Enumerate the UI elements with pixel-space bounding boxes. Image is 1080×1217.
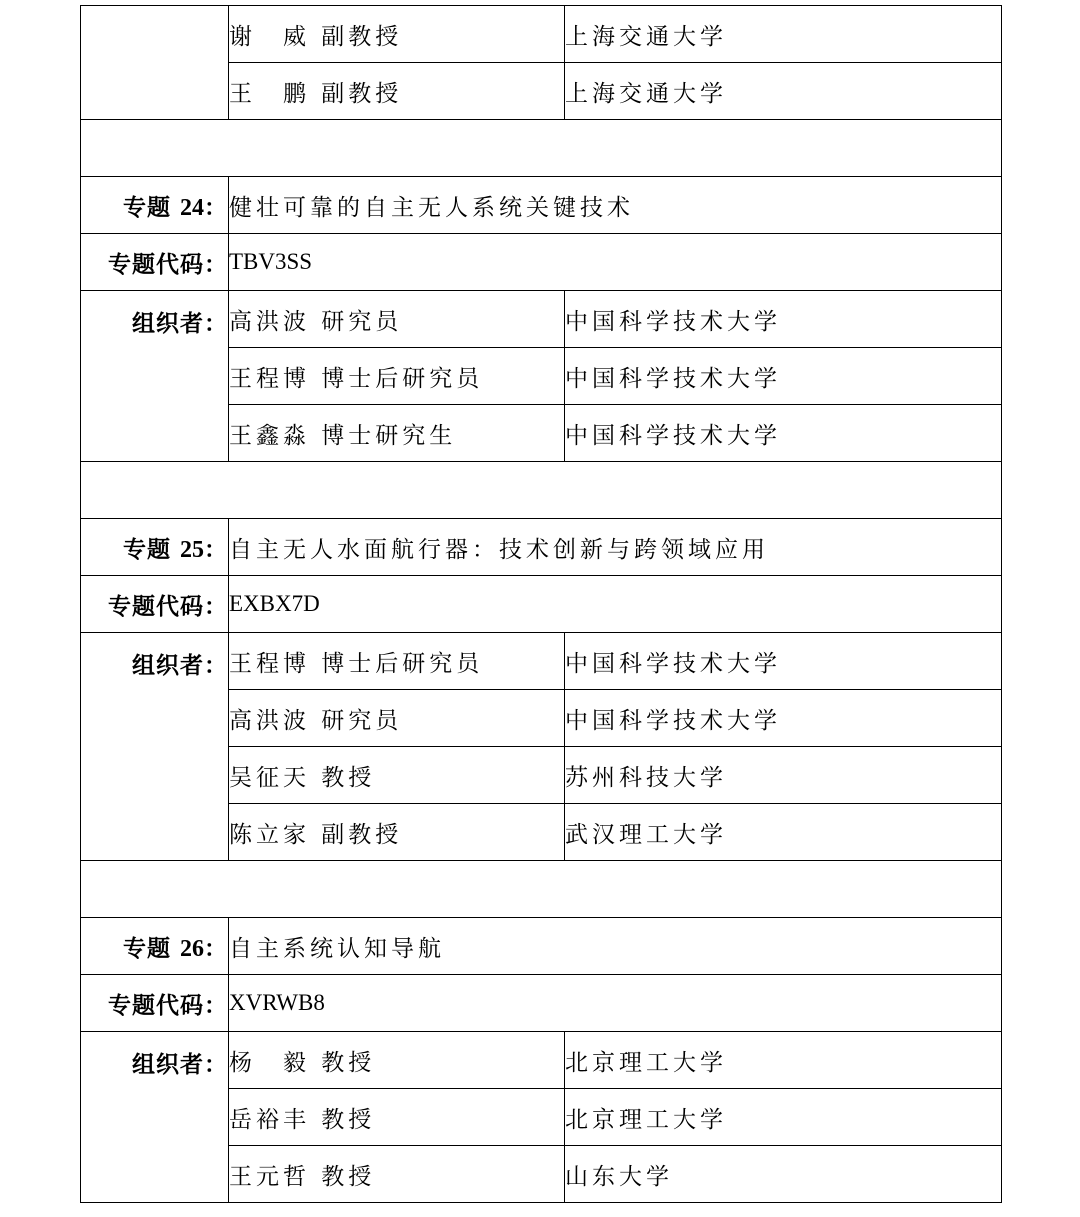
organizer-person: 王鑫淼 博士研究生	[229, 405, 565, 462]
organizer-row	[81, 633, 1002, 690]
organizer-affiliation: 上海交通大学	[565, 63, 1002, 120]
spacer-cell	[81, 462, 1002, 519]
topic-code-label: 专题代码：	[81, 234, 229, 291]
topic-label-suffix: ：	[204, 934, 228, 962]
spacer-row	[81, 861, 1002, 918]
topics-table	[80, 5, 1002, 1203]
organizer-person: 杨 毅 教授	[229, 1032, 565, 1089]
organizer-person: 王元哲 教授	[229, 1146, 565, 1203]
topic-title: 自主无人水面航行器：技术创新与跨领域应用	[229, 519, 1002, 576]
topic-code-label: 专题代码：	[81, 975, 229, 1032]
topic-title-row	[81, 519, 1002, 576]
organizer-row	[81, 291, 1002, 348]
spacer-cell	[81, 120, 1002, 177]
organizer-label-cell-empty	[81, 6, 229, 120]
topic-code-label: 专题代码：	[81, 576, 229, 633]
organizer-label: 组织者：	[81, 291, 229, 462]
organizer-affiliation: 苏州科技大学	[565, 747, 1002, 804]
topic-label	[81, 918, 229, 975]
organizer-affiliation: 北京理工大学	[565, 1032, 1002, 1089]
spacer-cell	[81, 861, 1002, 918]
topic-number: 25	[180, 536, 204, 563]
organizer-person: 谢 威 副教授	[229, 6, 565, 63]
topic-code: TBV3SS	[229, 234, 1002, 291]
organizer-person: 王程博 博士后研究员	[229, 348, 565, 405]
topic-title-row	[81, 918, 1002, 975]
organizer-person: 吴征天 教授	[229, 747, 565, 804]
organizer-person: 高洪波 研究员	[229, 291, 565, 348]
spacer-row	[81, 462, 1002, 519]
spacer-row	[81, 120, 1002, 177]
organizer-affiliation: 中国科学技术大学	[565, 291, 1002, 348]
organizer-affiliation: 中国科学技术大学	[565, 405, 1002, 462]
organizer-person: 高洪波 研究员	[229, 690, 565, 747]
organizer-row	[81, 1032, 1002, 1089]
topic-code-row	[81, 576, 1002, 633]
topic-title: 自主系统认知导航	[229, 918, 1002, 975]
organizer-affiliation: 上海交通大学	[565, 6, 1002, 63]
topic-code-row	[81, 975, 1002, 1032]
organizer-affiliation: 中国科学技术大学	[565, 633, 1002, 690]
organizer-person: 岳裕丰 教授	[229, 1089, 565, 1146]
organizer-label: 组织者：	[81, 633, 229, 861]
organizer-person: 王程博 博士后研究员	[229, 633, 565, 690]
topic-label-suffix: ：	[204, 193, 228, 221]
organizer-affiliation: 北京理工大学	[565, 1089, 1002, 1146]
organizer-affiliation: 山东大学	[565, 1146, 1002, 1203]
topic-code: EXBX7D	[229, 576, 1002, 633]
topic-title: 健壮可靠的自主无人系统关键技术	[229, 177, 1002, 234]
organizer-person: 王 鹏 副教授	[229, 63, 565, 120]
topic-code-row	[81, 234, 1002, 291]
topic-label	[81, 177, 229, 234]
topic-label-suffix: ：	[204, 535, 228, 563]
topic-label	[81, 519, 229, 576]
organizer-label: 组织者：	[81, 1032, 229, 1203]
topic-code: XVRWB8	[229, 975, 1002, 1032]
topic-number: 24	[180, 194, 204, 221]
organizer-row	[81, 6, 1002, 63]
topic-label-prefix: 专题	[122, 535, 180, 563]
topic-label-prefix: 专题	[122, 193, 180, 221]
topic-title-row	[81, 177, 1002, 234]
organizer-affiliation: 中国科学技术大学	[565, 690, 1002, 747]
organizer-affiliation: 中国科学技术大学	[565, 348, 1002, 405]
topic-label-prefix: 专题	[122, 934, 180, 962]
organizer-affiliation: 武汉理工大学	[565, 804, 1002, 861]
topic-number: 26	[180, 935, 204, 962]
organizer-person: 陈立家 副教授	[229, 804, 565, 861]
